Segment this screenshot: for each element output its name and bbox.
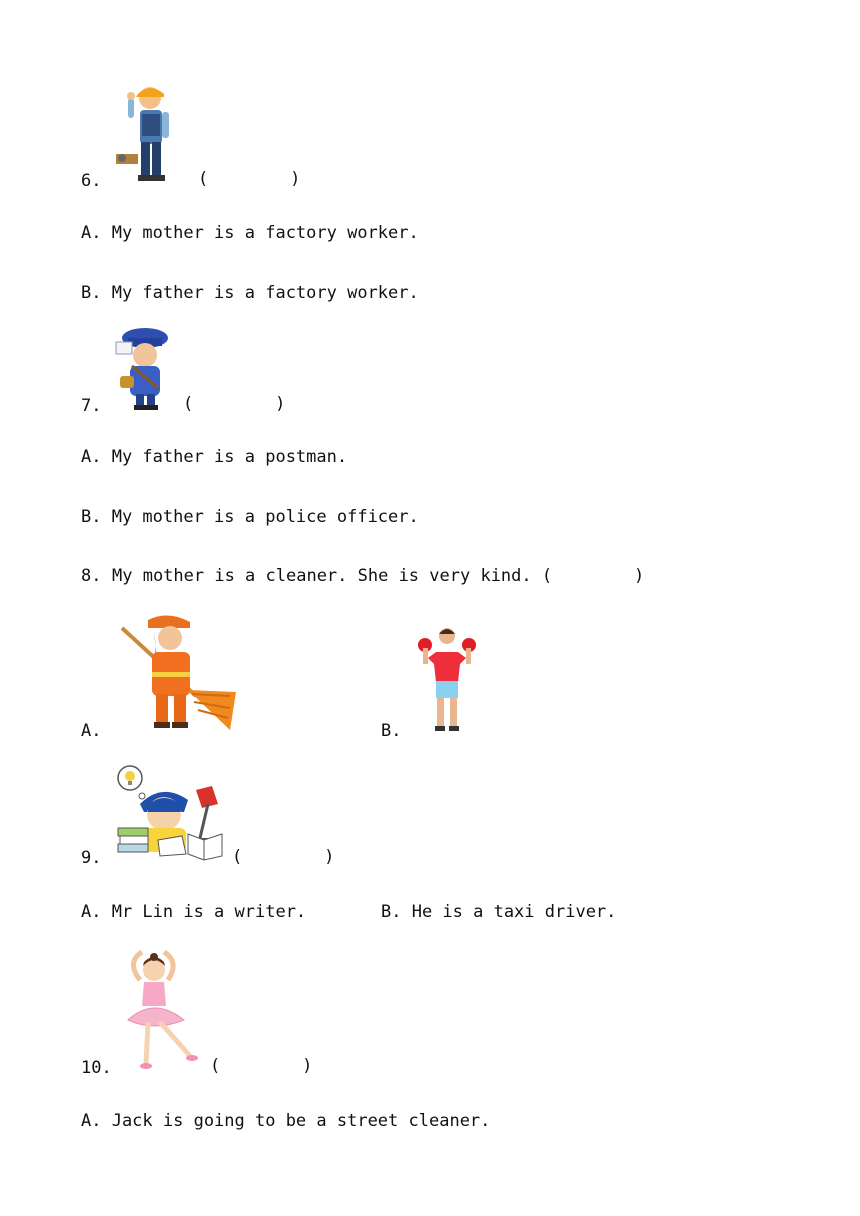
option-b: B. He is a taxi driver.	[381, 902, 617, 922]
option-a-label: A.	[81, 721, 102, 741]
boxer-icon[interactable]	[416, 624, 478, 734]
factory-worker-icon	[110, 84, 178, 184]
question-stem: My mother is a cleaner. She is very kind. ( )	[112, 566, 645, 586]
question-number: 6.	[81, 171, 102, 191]
question-number: 10.	[81, 1058, 112, 1078]
question-number: 8.	[81, 566, 102, 586]
option-a: A. My mother is a factory worker.	[81, 223, 419, 243]
question-number: 7.	[81, 396, 102, 416]
answer-blank[interactable]: ( )	[232, 847, 335, 867]
postman-icon	[112, 326, 176, 412]
option-a: A. Jack is going to be a street cleaner.	[81, 1111, 491, 1131]
answer-blank[interactable]: ( )	[210, 1056, 313, 1076]
ballet-dancer-icon	[118, 948, 202, 1072]
answer-blank[interactable]: ( )	[183, 394, 286, 414]
street-cleaner-icon[interactable]	[118, 612, 238, 734]
answer-blank[interactable]: ( )	[198, 169, 301, 189]
question-number: 9.	[81, 848, 102, 868]
option-b-label: B.	[381, 721, 402, 741]
writer-icon	[112, 764, 226, 864]
option-a: A. Mr Lin is a writer.	[81, 902, 307, 922]
option-b: B. My mother is a police officer.	[81, 507, 419, 527]
option-a: A. My father is a postman.	[81, 447, 348, 467]
option-b: B. My father is a factory worker.	[81, 283, 419, 303]
